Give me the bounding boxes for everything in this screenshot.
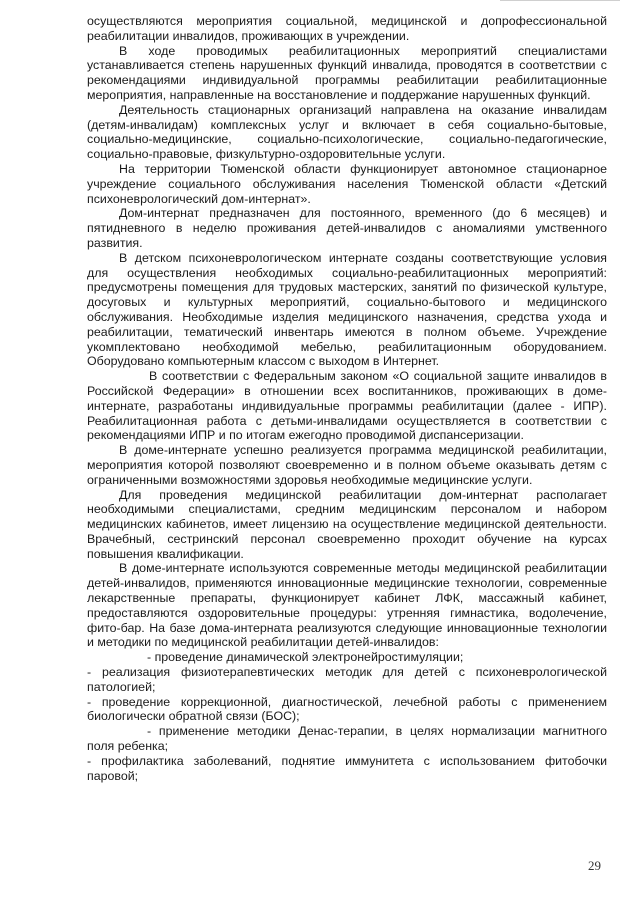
paragraph: На территории Тюменской области функционирует автономное стационарное учреждение социального обслуживания населения Тюменской области «Детский психоневрологический дом-интернат». [87, 161, 607, 206]
page-number: 29 [588, 858, 601, 873]
list-item: - проведение коррекционной, диагностической, лечебной работы с применением биологически обратной связи (БОС); [87, 694, 607, 724]
list-item: - реализация физиотерапевтических методик для детей с психоневрологической патологией; [87, 665, 607, 694]
paragraph: Для проведения медицинской реабилитации дом-интернат располагает необходимыми специалистами, средним медицинским персоналом и набором медицинских кабинетов, имеет лицензию на осуществление медицинской деятельности. Врачебный, сестринский персонал своевременно проходит обучение на курсах повышения квалификации. [87, 487, 607, 561]
paragraph: осуществляются мероприятия социальной, медицинской и допрофессиональной реабилитации инвалидов, проживающих в учреждении. [87, 14, 607, 43]
paragraph: В ходе проводимых реабилитационных мероприятий специалистами устанавливается степень нарушенных функций инвалида, проводятся в соответствии с рекомендациями индивидуальной программы реабилитации реабилитационные мероприятия, направленные на восстановление и поддержание нарушенных функций. [87, 43, 607, 102]
paragraph: В детском психоневрологическом интернате созданы соответствующие условия для осуществления необходимых социально-реабилитационных мероприятий: предусмотрены помещения для трудовых мастерских, занятий по физической культуре, досуговых и культурных мероприятий, социально-бытового и медицинского обслуживания. Необходимые изделия медицинского назначения, средства ухода и реабилитации, тематический инвентарь имеются в полном объеме. Учреждение укомплектовано необходимой мебелью, реабилитационным оборудованием. Оборудовано компьютерным классом с выходом в Интернет. [87, 250, 607, 369]
list-item: - проведение динамической электронейростимуляции; [147, 650, 464, 665]
list-item: - профилактика заболеваний, поднятие иммунитета с использованием фитобочки паровой; [87, 753, 607, 783]
paragraph: В доме-интернате успешно реализуется программа медицинской реабилитации, мероприятия которой позволяют своевременно и в полном объеме оказывать детям с ограниченными возможностями здоровья необходимые медицинские услуги. [87, 443, 607, 487]
paragraph: Деятельность стационарных организаций направлена на оказание инвалидам (детям-инвалидам) комплексных услуг и включает в себя социально-бытовые, социально-медицинские, социально-психологические, социально-педагогические, социально-правовые, физкультурно-оздоровительные услуги. [87, 102, 607, 162]
document-page [87, 14, 607, 783]
scan-edge-mark [500, 0, 620, 4]
list-item: - применение методики Денас-терапии, в целях нормализации магнитного поля ребенка; [87, 724, 607, 754]
paragraph: В соответствии с Федеральным законом «О социальной защите инвалидов в Российской Федерации» в отношении всех воспитанников, проживающих в доме-интернате, разработаны индивидуальные программы реабилитации (далее - ИПР). Реабилитационная работа с детьми-инвалидами осуществляется в соответствии с рекомендациями ИПР и по итогам ежегодно проводимой диспансеризации. [87, 369, 607, 443]
paragraph: В доме-интернате используются современные методы медицинской реабилитации детей-инвалидов, применяются инновационные медицинские технологии, современные лекарственные препараты, функционирует кабинет ЛФК, массажный кабинет, предоставляются оздоровительные процедуры: утренняя гимнастика, водолечение, фито-бар. На базе дома-интерната реализуются следующие инновационные технологии и методики по медицинской реабилитации детей-инвалидов: [87, 561, 607, 650]
paragraph: Дом-интернат предназначен для постоянного, временного (до 6 месяцев) и пятидневного в неделю проживания детей-инвалидов с аномалиями умственного развития. [87, 206, 607, 250]
